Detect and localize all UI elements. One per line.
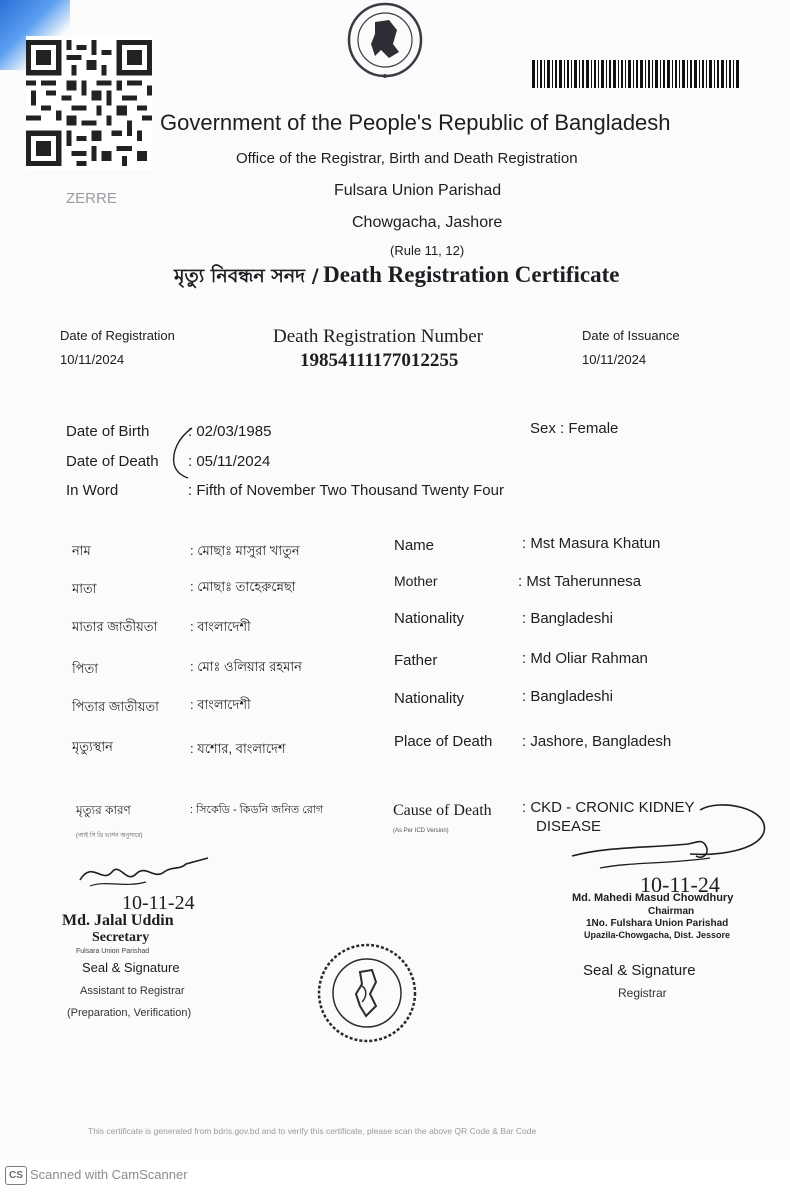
secretary-signature [76, 850, 212, 896]
dob-value: : 02/03/1985 [188, 423, 272, 440]
mother-value: : Mst Taherunnesa [518, 573, 642, 590]
name-value: : Mst Masura Khatun [522, 535, 661, 552]
bn-mother-nationality-value: : বাংলাদেশী [190, 619, 251, 634]
camscanner-logo: CS [5, 1166, 27, 1185]
certificate-title [174, 262, 620, 294]
right-seal-signature-label: Seal & Signature [583, 962, 696, 979]
registration-number: 19854111177012255 [300, 350, 459, 371]
mother-nationality-value: : Bangladeshi [522, 610, 613, 627]
bn-cause-sub: (আই সি ডি ভার্সন অনুসারে) [76, 833, 143, 839]
title-english: Death Registration Certificate [323, 262, 620, 287]
dod-value: : 05/11/2024 [188, 453, 271, 470]
father-value: : Md Oliar Rahman [522, 650, 648, 667]
location-line: Chowgacha, Jashore [352, 214, 503, 231]
registrar-place: Upazila-Chowgacha, Dist. Jessore [584, 930, 731, 940]
pen-mark [168, 424, 198, 480]
secretary-org: Fulsara Union Parishad [76, 948, 150, 955]
assistant-registrar-label: Assistant to Registrar [80, 985, 185, 997]
name-label: Name [394, 537, 435, 554]
place-of-death-value: : Jashore, Bangladesh [522, 733, 672, 750]
qr-code [26, 36, 152, 170]
bn-place-value: : যশোর, বাংলাদেশ [190, 741, 286, 756]
place-of-death-label: Place of Death [394, 733, 493, 750]
union-parishad-stamp [316, 942, 418, 1044]
government-line: Government of the People's Republic of Bangladesh [160, 110, 671, 135]
verification-note: This certificate is generated from bdris.gov.bd and to verify this certificate, please scan the above QR Code & Bar Code [88, 1126, 537, 1136]
left-seal-signature-label: Seal & Signature [82, 960, 180, 975]
father-nationality-value: : Bangladeshi [522, 688, 613, 705]
bn-place-label: মৃত্যুস্থান [72, 739, 113, 754]
registrar-label: Registrar [618, 986, 667, 1000]
father-nationality-label: Nationality [394, 690, 465, 707]
rule-line: (Rule 11, 12) [390, 243, 465, 258]
government-seal [345, 0, 425, 98]
dod-label: Date of Death [66, 453, 159, 470]
barcode [532, 60, 740, 88]
registration-date-label: Date of Registration [60, 328, 175, 343]
bn-name-value: : মোছাঃ মাসুরা খাতুন [190, 543, 300, 558]
bn-father-value: : মোঃ ওলিয়ার রহমান [190, 659, 302, 674]
union-line: Fulsara Union Parishad [334, 182, 502, 199]
bn-cause-value: : সিকেডি - কিডনি জনিত রোগ [190, 804, 324, 816]
bn-cause-label: মৃত্যুর কারণ [76, 803, 131, 817]
in-word-label: In Word [66, 482, 119, 499]
sex-value: Sex : Female [530, 420, 619, 437]
registrar-name: Md. Mahedi Masud Chowdhury [572, 892, 734, 904]
qr-caption: ZERRE [66, 190, 117, 207]
issuance-date-label: Date of Issuance [582, 328, 680, 343]
cause-of-death-value-2: DISEASE [536, 818, 602, 835]
in-word-value: : Fifth of November Two Thousand Twenty Four [188, 482, 504, 499]
registrar-org: 1No. Fulshara Union Parishad [586, 918, 729, 929]
secretary-sign-date: 10-11-24 [122, 892, 195, 914]
registration-number-label: Death Registration Number [273, 326, 484, 347]
registrar-title: Chairman [648, 906, 695, 917]
registration-date: 10/11/2024 [60, 352, 125, 367]
bn-mother-label: মাতা [72, 581, 97, 596]
secretary-name: Md. Jalal Uddin [62, 912, 174, 929]
preparation-verification-label: (Preparation, Verification) [67, 1007, 192, 1019]
mother-label: Mother [394, 573, 438, 589]
cause-sub-label: (As Per ICD Version) [393, 828, 449, 834]
bn-mother-nationality-label: মাতার জাতীয়তা [72, 619, 158, 634]
registrar-signature [570, 798, 770, 878]
camscanner-watermark: Scanned with CamScanner [30, 1167, 188, 1182]
father-label: Father [394, 652, 438, 669]
office-line: Office of the Registrar, Birth and Death Registration [236, 150, 578, 167]
bn-father-label: পিতা [72, 661, 99, 676]
dob-label: Date of Birth [66, 423, 150, 440]
bn-father-nationality-label: পিতার জাতীয়তা [72, 699, 159, 714]
issuance-date: 10/11/2024 [582, 352, 647, 367]
cause-of-death-label: Cause of Death [393, 802, 492, 819]
cause-of-death-value-1: : CKD - CRONIC KIDNEY [522, 799, 695, 816]
secretary-title: Secretary [92, 930, 150, 945]
registrar-sign-date: 10-11-24 [640, 872, 720, 897]
bn-father-nationality-value: : বাংলাদেশী [190, 697, 251, 712]
bn-name-label: নাম [72, 543, 91, 558]
title-bangla: মৃত্যু নিবন্ধন সনদ / [174, 265, 319, 287]
mother-nationality-label: Nationality [394, 610, 465, 627]
bn-mother-value: : মোছাঃ তাহেরুন্নেছা [190, 579, 296, 594]
